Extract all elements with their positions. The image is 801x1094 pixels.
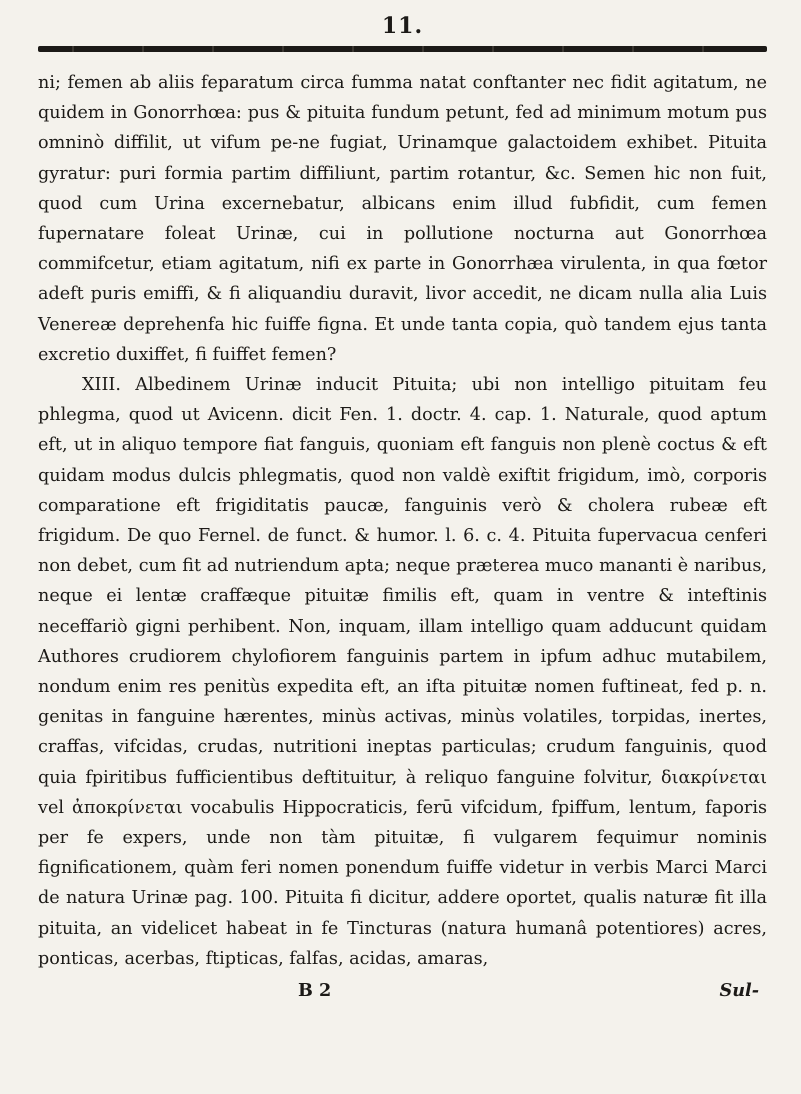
footer-line [38, 976, 767, 1006]
page-number: 11. [381, 13, 424, 39]
signature-mark: B 2 [298, 980, 332, 1002]
catchword: Sul- [719, 980, 759, 1002]
header-rule [38, 46, 767, 52]
paragraph-2: XIII. Albedinem Urinæ inducit Pituita; ubi non intelligo pituitam feu phlegma, quod ut Avicenn. dicit Fen. 1. doctr. 4. cap. 1. Naturale, quod aptum eft, ut in aliquo tempore fiat fanguis, quoniam eft fanguis non plenè coctus & eft quidam modus dulcis phlegmatis, quod non valdè exiftit frigidum, imò, corporis comparatione eft frigiditatis paucæ, fanguinis verò & cholera rubeæ eft frigidum. De quo Fernel. de funct. & humor. l. 6. c. 4. Pituita fupervacua cenferi non debet, cum fit ad nutriendum apta; neque præterea muco mananti è naribus, neque ei lentæ craffæque pituitæ fimilis eft, quam in ventre & inteftinis neceffariò gigni perhibent. Non, inquam, illam intelligo quam adducunt quidam Authores crudiorem chylofiorem fanguinis partem in ipfum adhuc mutabilem, nondum enim res penitùs expedita eft, an ifta pituitæ nomen fuftineat, fed p. n. genitas in fanguine hærentes, minùs activas, minùs volatiles, torpidas, inertes, craffas, vifcidas, crudas, nutritioni ineptas particulas; crudum fanguinis, quod quia fpiritibus fufficientibus deftituitur, à reliquo fanguine folvitur, διακρίνεται vel ἀποκρίνεται vocabulis Hippocraticis, ferū vifcidum, fpiffum, lentum, faporis per fe expers, unde non tàm pituitæ, fi vulgarem fequimur nominis fignificationem, quàm feri nomen ponendum fuiffe videtur in verbis Marci Marci de natura Urinæ pag. 100. Pituita fi dicitur, addere oportet, qualis naturæ fit illa pituita, an videlicet habeat in fe Tincturas (natura humanâ potentiores) acres, ponticas, acerbas, ftipticas, falfas, acidas, amaras, [38, 375, 767, 969]
paragraph-1: ni; femen ab aliis feparatum circa fumma natat conftanter nec fidit agitatum, ne quidem in Gonorrhœa: pus & pituita fundum petunt, fed ad minimum motum pus omninò diffilit, ut vifum pe-ne fugiat, Urinamque galactoidem exhibet. Pituita gyratur: puri formia partim diffiliunt, partim rotantur, &c. Semen hic non fuit, quod cum Urina excernebatur, albicans enim illud fubfidit, cum femen fupernatare foleat Urinæ, cui in pollutione nocturna aut Gonorrhœa commifcetur, etiam agitatum, nifi ex parte in Gonorrhæa virulenta, in qua fœtor adeft puris emiffi, & fi aliquandiu duravit, livor accedit, ne dicam nulla alia Luis Venereæ deprehenfa hic fuiffe figna. Et unde tanta copia, quò tandem ejus tanta excretio duxiffet, fi fuiffet femen? [38, 73, 767, 365]
body-text [38, 68, 767, 974]
